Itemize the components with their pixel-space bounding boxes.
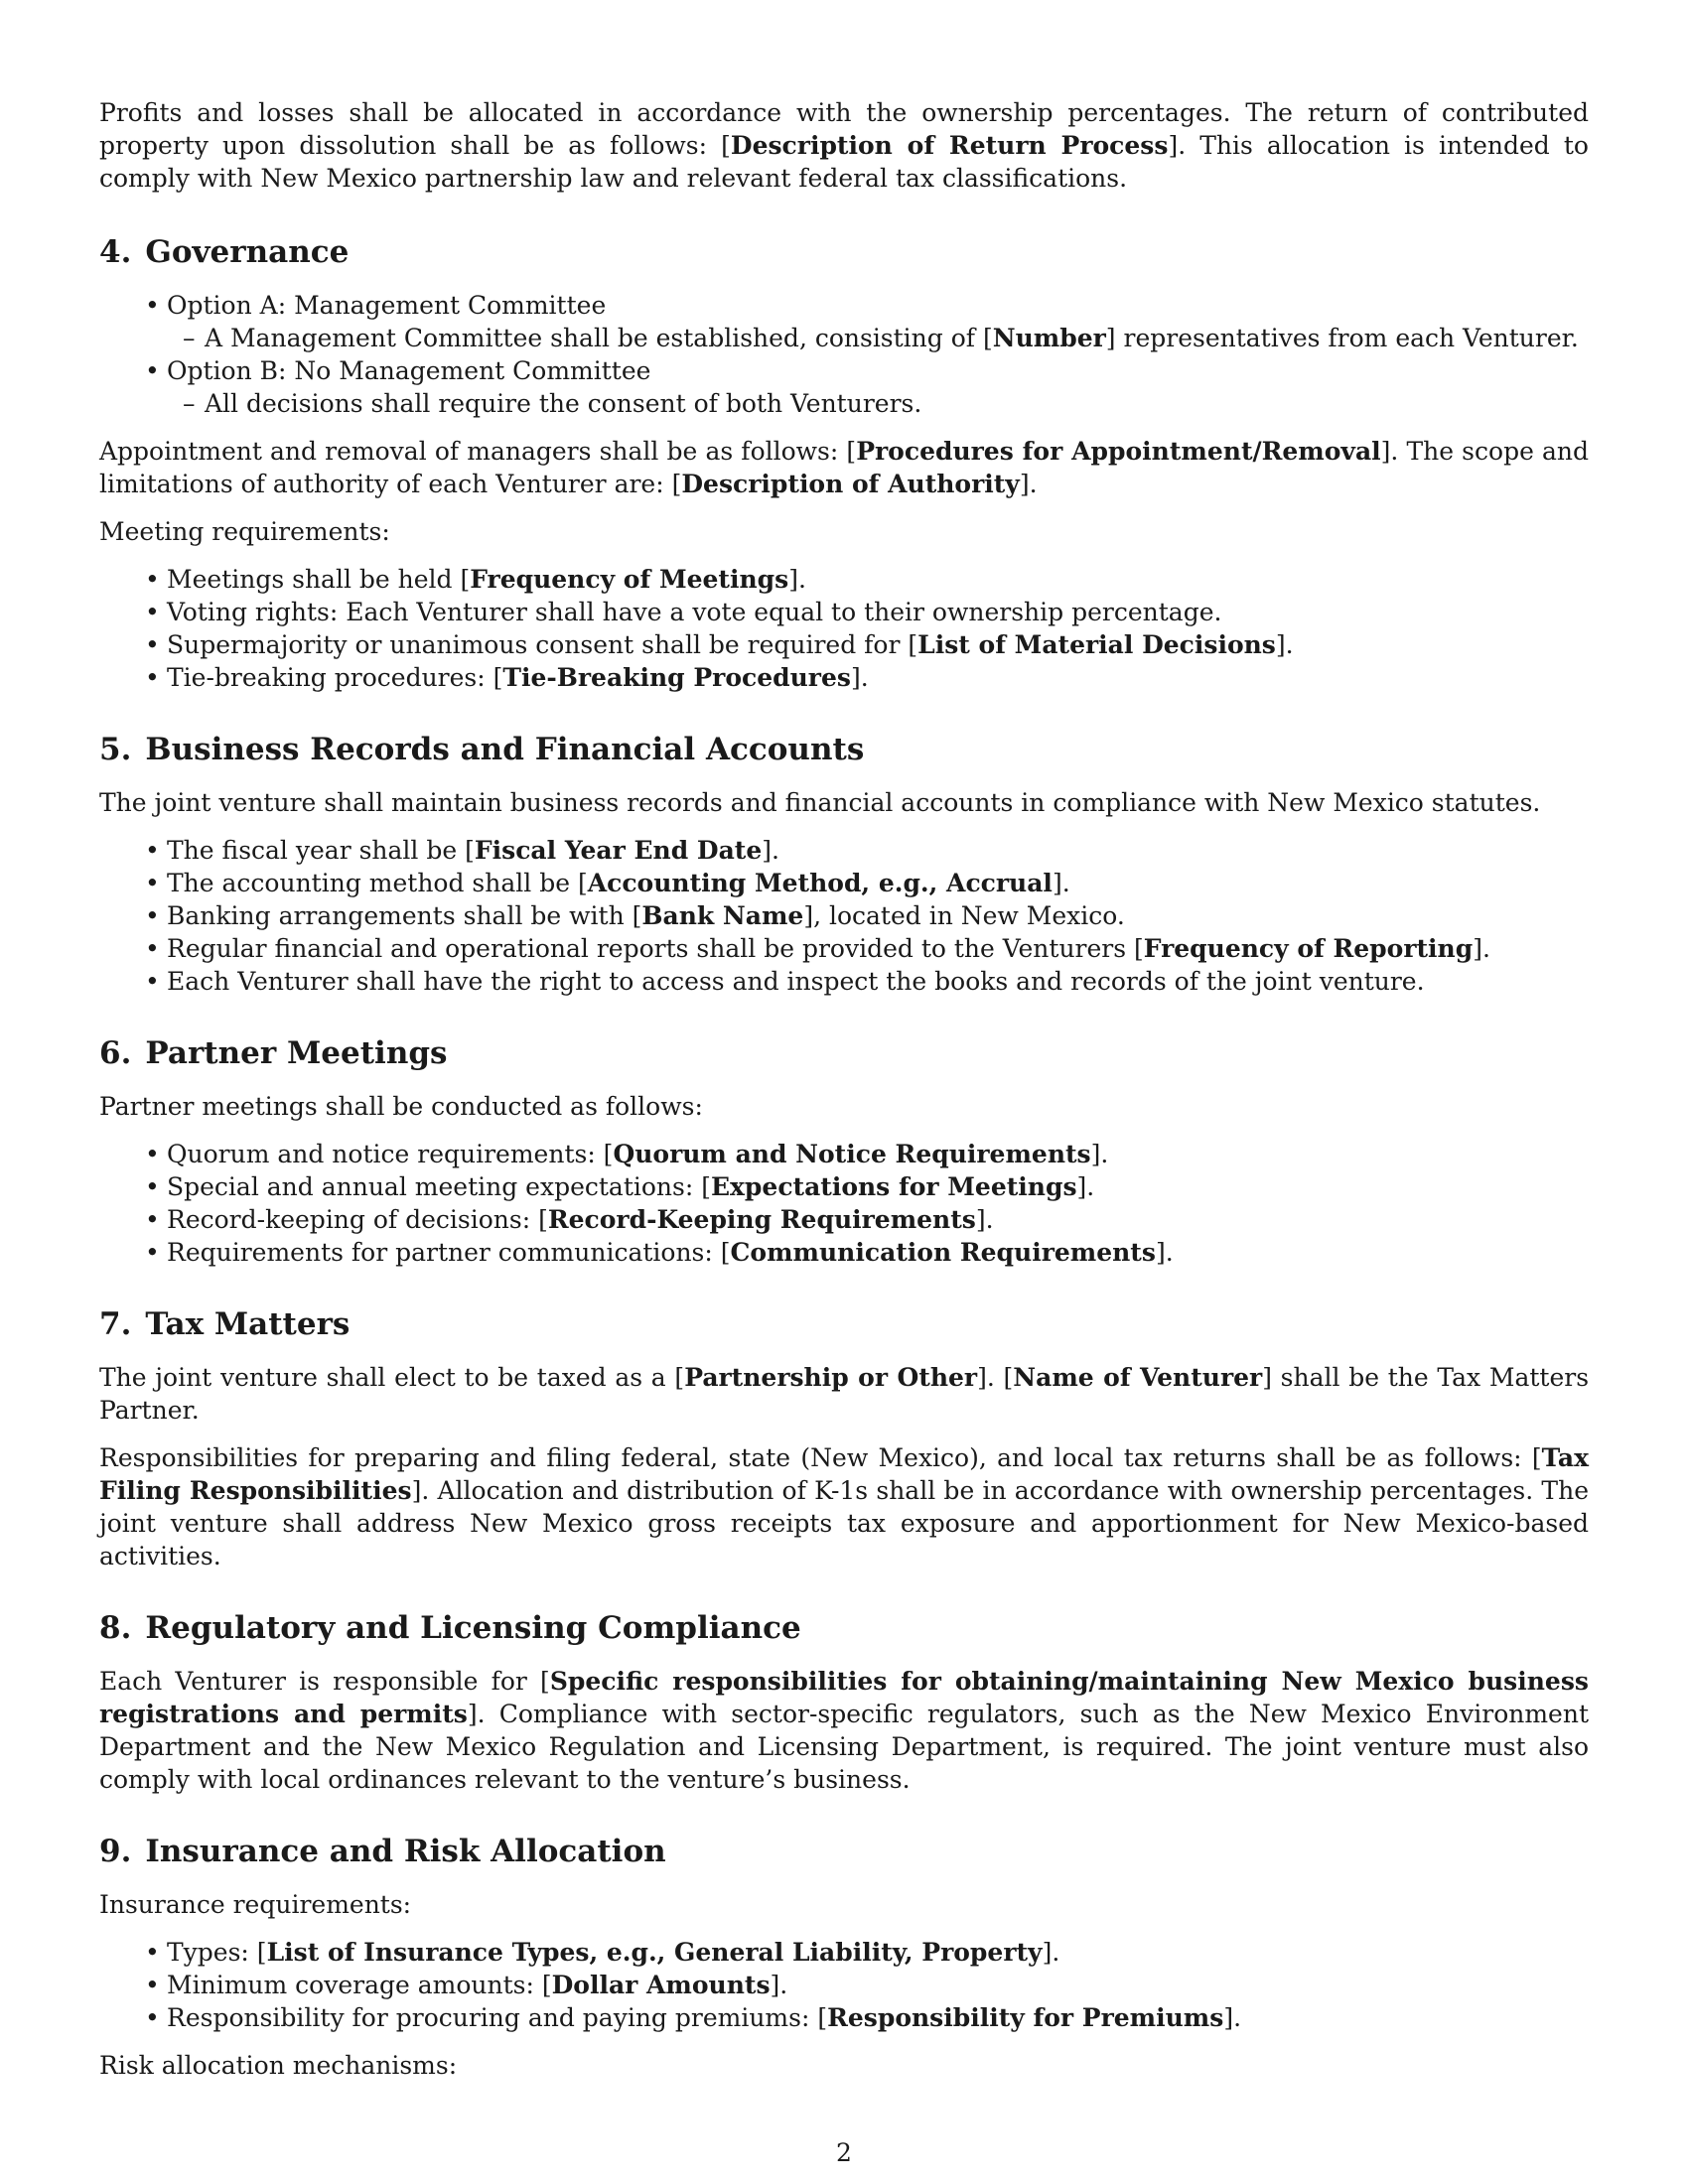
list-item: • Regular financial and operational reports shall be provided to the Venturers [Frequency of Reporting]. (167, 932, 1589, 965)
section-7-heading: 7. Tax Matters (99, 1306, 351, 1342)
list-item: • Tie-breaking procedures: [Tie-Breaking Procedures]. (167, 661, 1589, 694)
tax-paragraph-2: Responsibilities for preparing and filing federal, state (New Mexico), and local tax returns shall be as follows: [Tax Filing Responsibilities]. Allocation and distribution of K-1s shall be in accordance with ownership percentages. The joint venture shall address New Mexico gross receipts tax exposure and apportionment for New Mexico-based activities. (99, 1443, 1589, 1570)
records-list (99, 834, 1589, 998)
list-item: – All decisions shall require the consent of both Venturers. (205, 387, 1589, 420)
partner-meetings-paragraph: Partner meetings shall be conducted as follows: (99, 1092, 703, 1121)
partner-meetings-list (99, 1138, 1589, 1269)
section-6-heading: 6. Partner Meetings (99, 1035, 448, 1071)
meeting-requirements-label: Meeting requirements: (99, 517, 390, 546)
page-number: 2 (836, 2138, 852, 2167)
list-item: • Minimum coverage amounts: [Dollar Amounts]. (167, 1969, 1589, 2001)
list-item: • Voting rights: Each Venturer shall have a vote equal to their ownership percentage. (167, 596, 1589, 628)
compliance-paragraph: Each Venturer is responsible for [Specific responsibilities for obtaining/maintaining New Mexico business registrations and permits]. Compliance with sector-specific regulators, such as the New Mexico Environment Department and the New Mexico Regulation and Licensing Department, is required. The joint venture must also comply with local ordinances relevant to the venture’s business. (99, 1667, 1589, 1794)
list-item: • Banking arrangements shall be with [Bank Name], located in New Mexico. (167, 899, 1589, 932)
governance-paragraph: Appointment and removal of managers shall be as follows: [Procedures for Appointment/Removal]. The scope and limitations of authority of each Venturer are: [Description of Authority]. (99, 437, 1589, 498)
list-item: • Special and annual meeting expectations: [Expectations for Meetings]. (167, 1170, 1589, 1203)
insurance-list (99, 1936, 1589, 2034)
list-item: • Record-keeping of decisions: [Record-Keeping Requirements]. (167, 1203, 1589, 1236)
list-item: • Supermajority or unanimous consent shall be required for [List of Material Decisions]. (167, 628, 1589, 661)
records-paragraph: The joint venture shall maintain business records and financial accounts in compliance with New Mexico statutes. (99, 788, 1541, 817)
section-4-heading: 4. Governance (99, 234, 350, 270)
list-item: • Each Venturer shall have the right to access and inspect the books and records of the joint venture. (167, 965, 1589, 998)
list-item: • Requirements for partner communications: [Communication Requirements]. (167, 1236, 1589, 1269)
governance-options-list (99, 289, 1589, 420)
risk-allocation-label: Risk allocation mechanisms: (99, 2051, 458, 2080)
section-9-heading: 9. Insurance and Risk Allocation (99, 1834, 666, 1869)
section-5-heading: 5. Business Records and Financial Accounts (99, 732, 865, 767)
meeting-requirements-list (99, 563, 1589, 694)
list-item: • The accounting method shall be [Accounting Method, e.g., Accrual]. (167, 867, 1589, 899)
tax-paragraph-1: The joint venture shall elect to be taxed as a [Partnership or Other]. [Name of Venturer] shall be the Tax Matters Partner. (99, 1363, 1590, 1425)
list-item: • Meetings shall be held [Frequency of Meetings]. (167, 563, 1589, 596)
intro-paragraph: Profits and losses shall be allocated in accordance with the ownership percentages. The return of contributed property upon dissolution shall be as follows: [Description of Return Process]. This allocation is intended to comply with New Mexico partnership law and relevant federal tax classifications. (99, 98, 1589, 193)
list-item: – A Management Committee shall be established, consisting of [Number] representatives from each Venturer. (205, 322, 1589, 354)
list-item: • Types: [List of Insurance Types, e.g., General Liability, Property]. (167, 1936, 1589, 1969)
list-item: • The fiscal year shall be [Fiscal Year End Date]. (167, 834, 1589, 867)
list-item: • Option A: Management Committee – A Management Committee shall be established, consisting of [Number] representatives from each Venturer. (167, 289, 1589, 354)
list-item: • Quorum and notice requirements: [Quorum and Notice Requirements]. (167, 1138, 1589, 1170)
list-item: • Responsibility for procuring and paying premiums: [Responsibility for Premiums]. (167, 2001, 1589, 2034)
insurance-requirements-label: Insurance requirements: (99, 1890, 412, 1919)
section-8-heading: 8. Regulatory and Licensing Compliance (99, 1610, 801, 1646)
list-item: • Option B: No Management Committee – All decisions shall require the consent of both Venturers. (167, 354, 1589, 420)
